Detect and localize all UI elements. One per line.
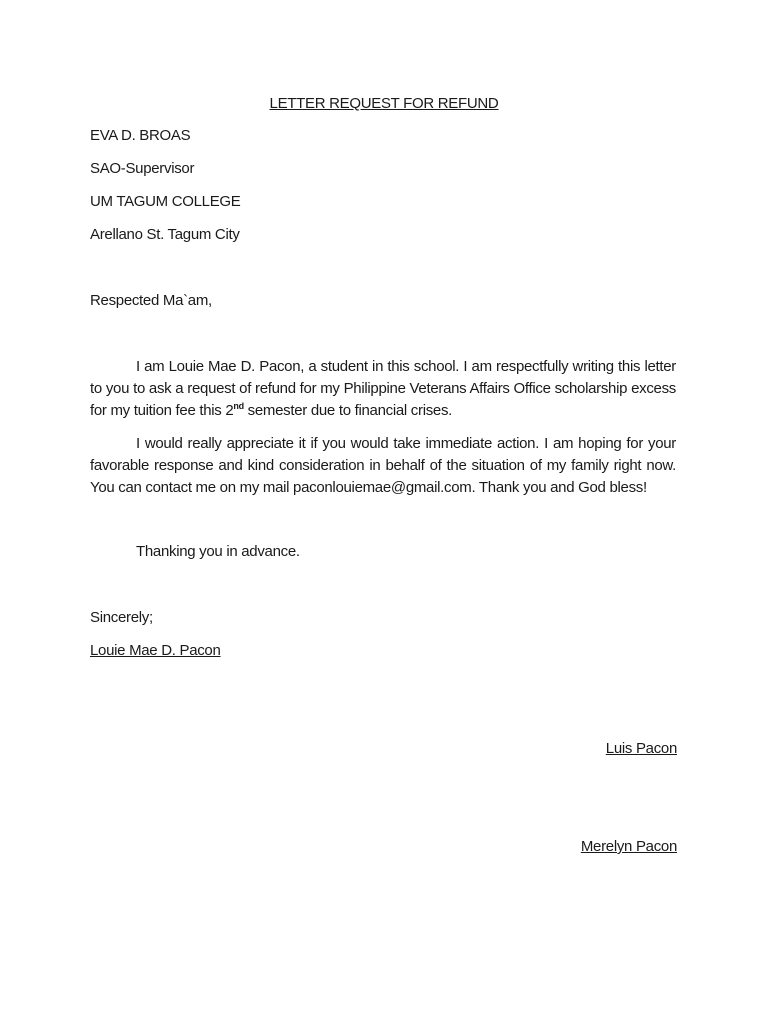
closing: Sincerely; (90, 609, 153, 626)
body-paragraph-2 (90, 433, 676, 499)
parent-name-2: Merelyn Pacon (580, 838, 677, 855)
recipient-address: Arellano St. Tagum City (90, 226, 240, 243)
thanks-line: Thanking you in advance. (136, 543, 300, 560)
paragraph-2-text: I would really appreciate it if you would take immediate action. I am hoping for your favorable response and kind consideration in behalf of the situation of my family right now. You can contact me on my mail paconlouiemae@gmail.com. Thank you and God bless! (90, 435, 676, 496)
ordinal-suffix: nd (233, 401, 244, 411)
paragraph-1-text-end: semester due to financial crises. (243, 402, 453, 419)
letter-title: LETTER REQUEST FOR REFUND (269, 95, 499, 112)
body-paragraph-1 (90, 356, 676, 422)
recipient-school: UM TAGUM COLLEGE (90, 193, 241, 210)
recipient-position: SAO-Supervisor (90, 160, 195, 177)
sender-name: Louie Mae D. Pacon (90, 642, 221, 659)
salutation: Respected Ma`am, (90, 292, 212, 309)
recipient-name: EVA D. BROAS (90, 127, 191, 144)
parent-name-1: Luis Pacon (605, 740, 677, 757)
paragraph-1-text: I am Louie Mae D. Pacon, a student in this school. I am respectfully writing this letter to you to ask a request of refund for my Philippine Veterans Affairs Office scholarship excess for my tuition fee this 2 (90, 358, 676, 419)
